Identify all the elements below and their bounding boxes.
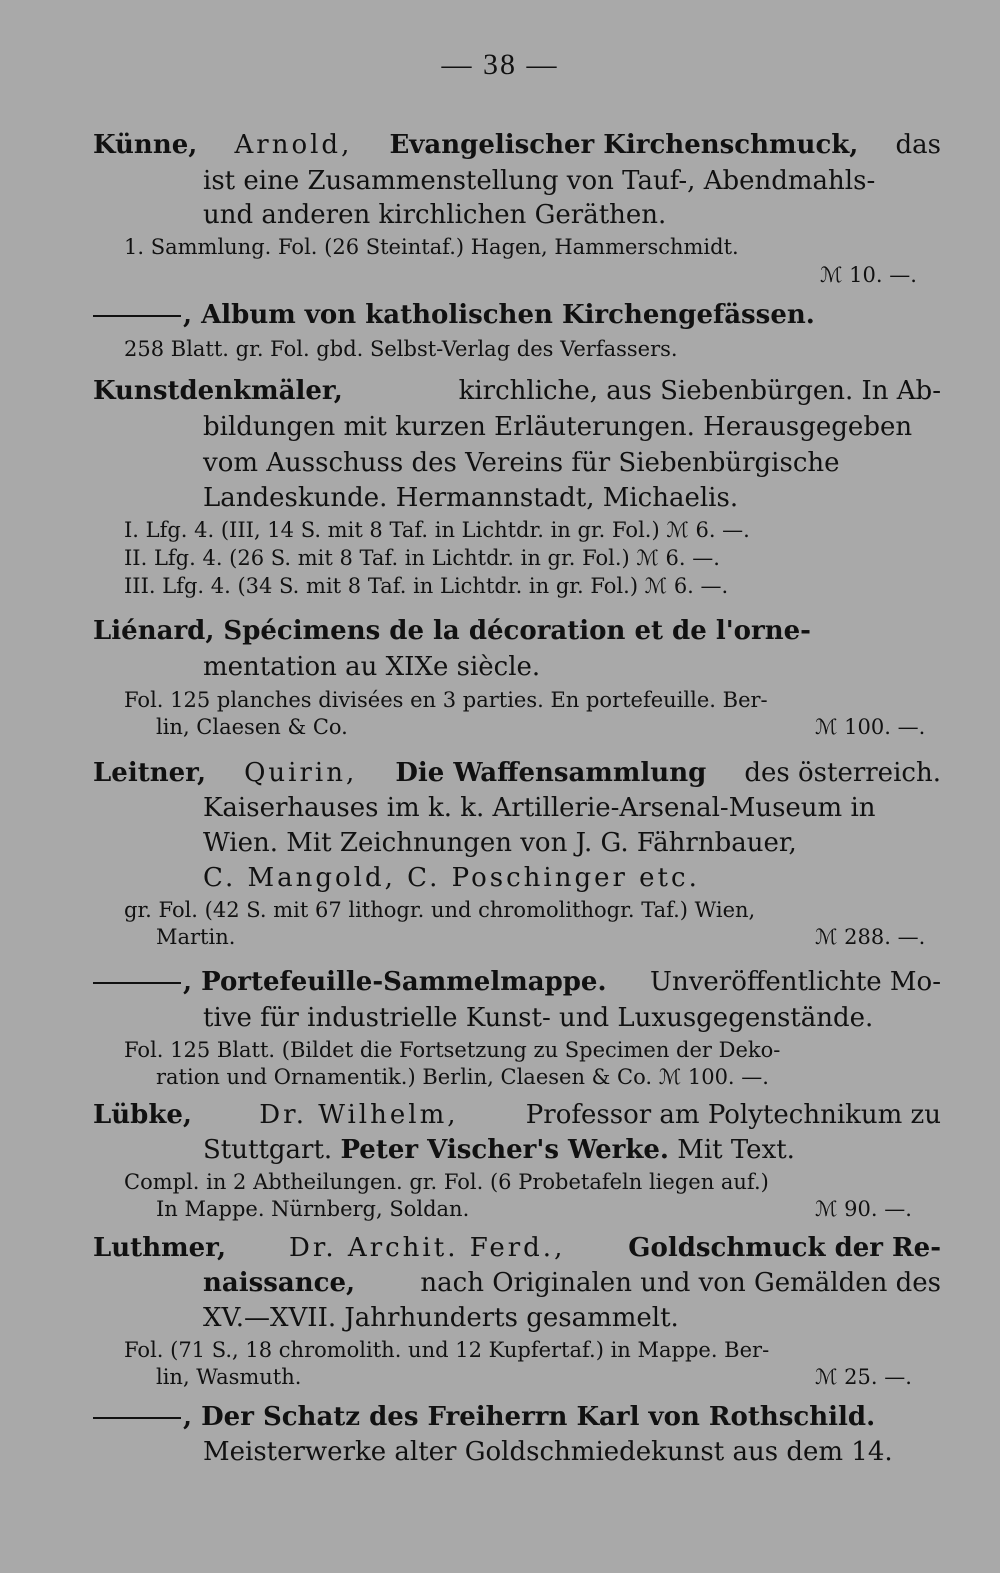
- book-title: , Der Schatz des Freiherrn Karl von Rothschild.: [183, 1402, 876, 1432]
- price: ℳ 100. —.: [815, 715, 926, 739]
- entry-kunstdenkmaeler-heading: [93, 376, 941, 406]
- page-number: — 38 —: [441, 48, 559, 81]
- imprint-line: In Mappe. Nürnberg, Soldan.: [156, 1197, 470, 1221]
- text-line: Stuttgart.: [203, 1135, 333, 1165]
- entry-lienard-heading: Liénard, Spécimens de la décoration et de l'orne-: [93, 616, 811, 646]
- imprint-line: lin, Claesen & Co.: [156, 715, 348, 739]
- imprint-line: Fol. 125 Blatt. (Bildet die Fortsetzung zu Specimen der Deko-: [124, 1038, 781, 1062]
- text-line: Wien. Mit Zeichnungen von J. G. Fährnbauer,: [203, 828, 797, 858]
- entry-luebke-heading: [93, 1100, 941, 1130]
- text-line: Meisterwerke alter Goldschmiedekunst aus dem 14.: [203, 1437, 893, 1467]
- text-line: des österreich.: [744, 758, 941, 788]
- text-line: XV.—XVII. Jahrhunderts gesammelt.: [203, 1303, 679, 1333]
- text-line: [203, 1135, 795, 1165]
- price: ℳ 10. —.: [820, 263, 917, 287]
- text-line: und anderen kirchlichen Geräthen.: [203, 200, 667, 230]
- book-title: , Album von katholischen Kirchengefässen.: [183, 300, 815, 330]
- text-line: Kaiserhauses im k. k. Artillerie-Arsenal-Museum in: [203, 793, 876, 823]
- text-line: vom Ausschuss des Vereins für Siebenbürgische: [203, 448, 840, 478]
- author-name: Luthmer,: [93, 1233, 227, 1263]
- book-title: naissance,: [203, 1268, 356, 1298]
- imprint-line: gr. Fol. (42 S. mit 67 lithogr. und chromolithogr. Taf.) Wien,: [124, 898, 756, 922]
- text-line: mentation au XIXe siècle.: [203, 652, 541, 682]
- text-line: das: [895, 130, 941, 160]
- author-name: Künne,: [93, 130, 198, 160]
- author-firstname: Arnold,: [234, 130, 353, 160]
- text-line: ist eine Zusammenstellung von Tauf-, Abendmahls-: [203, 166, 876, 196]
- book-title: Kunstdenkmäler,: [93, 376, 343, 406]
- entry-leitner-heading: [93, 758, 941, 788]
- imprint-line: Fol. (71 S., 18 chromolith. und 12 Kupfertaf.) in Mappe. Ber-: [124, 1338, 770, 1362]
- author-firstname: Dr. Wilhelm,: [259, 1100, 459, 1130]
- book-title: Evangelischer Kirchenschmuck,: [389, 130, 859, 160]
- imprint-line: lin, Wasmuth.: [156, 1365, 302, 1389]
- price: ℳ 288. —.: [815, 925, 926, 949]
- entry-portefeuille-heading: [93, 967, 941, 997]
- text-line: nach Originalen und von Gemälden des: [420, 1268, 941, 1298]
- imprint-line: III. Lfg. 4. (34 S. mit 8 Taf. in Lichtdr. in gr. Fol.) ℳ 6. —.: [124, 574, 729, 598]
- entry-album-heading: [93, 300, 815, 330]
- book-title: Die Waffensammlung: [395, 758, 707, 788]
- imprint-line: Compl. in 2 Abtheilungen. gr. Fol. (6 Probetafeln liegen auf.): [124, 1170, 769, 1194]
- imprint-line: Martin.: [156, 925, 236, 949]
- author-name: Lübke,: [93, 1100, 192, 1130]
- imprint-line: I. Lfg. 4. (III, 14 S. mit 8 Taf. in Lichtdr. in gr. Fol.) ℳ 6. —.: [124, 518, 750, 542]
- book-title: , Portefeuille-Sammelmappe.: [183, 967, 607, 997]
- text-line: Landeskunde. Hermannstadt, Michaelis.: [203, 483, 739, 513]
- author-name: Leitner,: [93, 758, 207, 788]
- imprint-line: Fol. 125 planches divisées en 3 parties. En portefeuille. Ber-: [124, 688, 768, 712]
- author-firstname: Quirin,: [244, 758, 358, 788]
- book-title: Goldschmuck der Re-: [628, 1233, 941, 1263]
- entry-rothschild-heading: [93, 1402, 875, 1432]
- ditto-dash: [93, 315, 181, 317]
- ditto-dash: [93, 1417, 181, 1419]
- price: ℳ 90. —.: [815, 1197, 912, 1221]
- text-line: bildungen mit kurzen Erläuterungen. Herausgegeben: [203, 412, 913, 442]
- price: ℳ 25. —.: [815, 1365, 912, 1389]
- text-line: C. Mangold, C. Poschinger etc.: [203, 863, 700, 893]
- text-line: [203, 1268, 941, 1298]
- entry-kuenne-heading: [93, 130, 941, 160]
- text-line: Professor am Polytechnikum zu: [525, 1100, 941, 1130]
- entry-luthmer-heading: [93, 1233, 941, 1263]
- text-line: kirchliche, aus Siebenbürgen. In Ab-: [458, 376, 941, 406]
- imprint-line: 1. Sammlung. Fol. (26 Steintaf.) Hagen, Hammerschmidt.: [124, 235, 739, 259]
- author-firstname: Dr. Archit. Ferd.,: [288, 1233, 566, 1263]
- text-line: Mit Text.: [677, 1135, 795, 1165]
- book-title: Peter Vischer's Werke.: [340, 1135, 669, 1165]
- imprint-line: II. Lfg. 4. (26 S. mit 8 Taf. in Lichtdr. in gr. Fol.) ℳ 6. —.: [124, 546, 720, 570]
- ditto-dash: [93, 982, 181, 984]
- imprint-line: 258 Blatt. gr. Fol. gbd. Selbst-Verlag des Verfassers.: [124, 337, 678, 361]
- text-line: tive für industrielle Kunst- und Luxusgegenstände.: [203, 1003, 874, 1033]
- imprint-line: ration und Ornamentik.) Berlin, Claesen & Co. ℳ 100. —.: [156, 1065, 769, 1089]
- text-line: Unveröffentlichte Mo-: [650, 967, 941, 997]
